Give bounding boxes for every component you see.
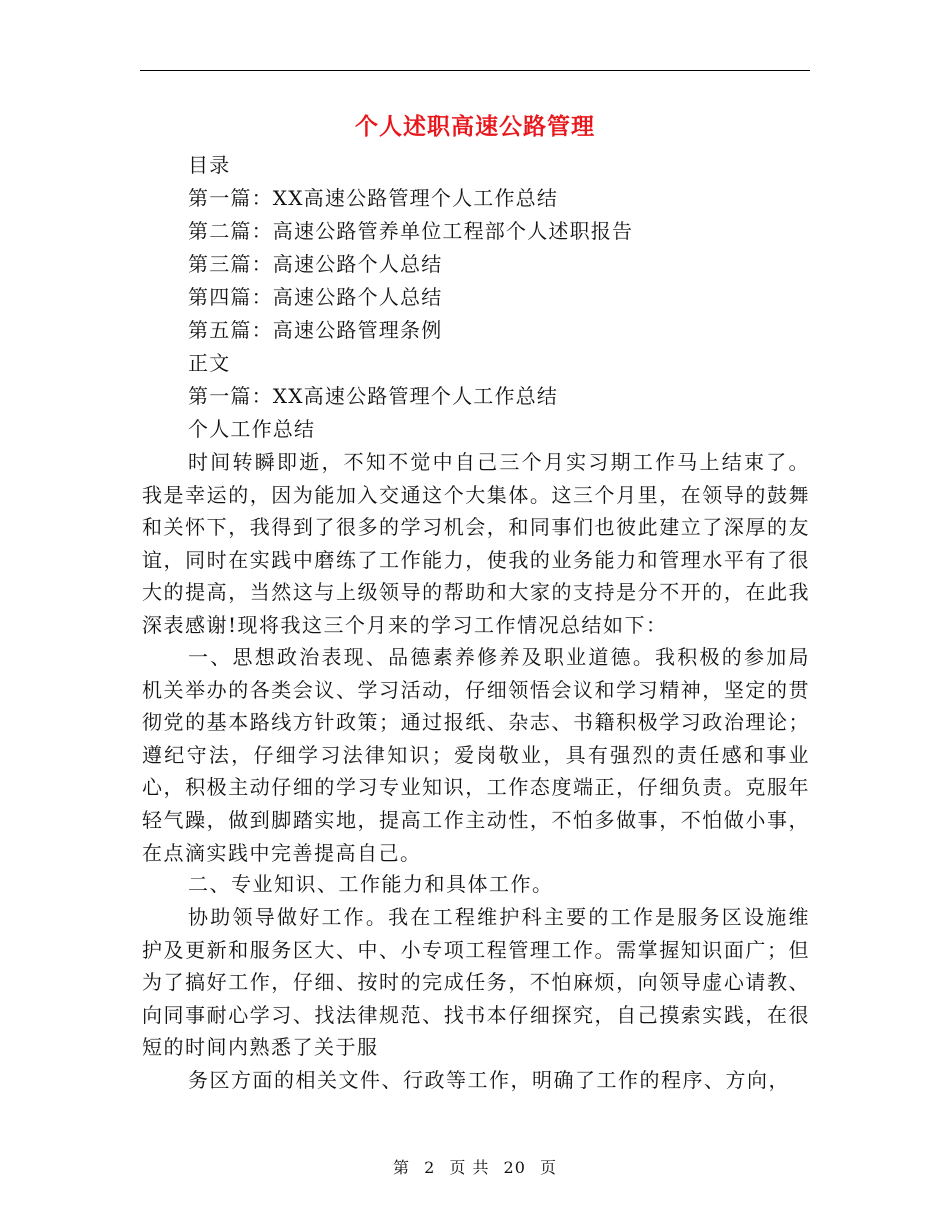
paragraph-work: 协助领导做好工作。我在工程维护科主要的工作是服务区设施维护及更新和服务区大、中、小专项工程管理工作。需掌握知识面广；但为了搞好工作，仔细、按时的完成任务，不怕麻烦，向领导虚心请教、向同事耐心学习、找法律规范、找书本仔细探究，自己摸索实践，在很短的时间内熟悉了关于服	[142, 905, 810, 1060]
paragraph-ethics: 一、思想政治表现、品德素养修养及职业道德。我积极的参加局机关举办的各类会议、学习活动，仔细领悟会议和学习精神，坚定的贯彻党的基本路线方针政策；通过报纸、杂志、书籍积极学习政治理论；遵纪守法，仔细学习法律知识；爱岗敬业，具有强烈的责任感和事业心，积极主动仔细的学习专业知识，工作态度端正，仔细负责。克服年轻气躁，做到脚踏实地，提高工作主动性，不怕多做事，不怕做小事，在点滴实践中完善提高自己。	[142, 645, 810, 865]
footer-total-pages: 20	[503, 1158, 526, 1177]
paragraph-intro: 时间转瞬即逝，不知不觉中自己三个月实习期工作马上结束了。我是幸运的，因为能加入交通这个大集体。这三个月里，在领导的鼓舞和关怀下，我得到了很多的学习机会，和同事们也彼此建立了深厚的友谊，同时在实践中磨练了工作能力，使我的业务能力和管理水平有了很大的提高，当然这与上级领导的帮助和大家的支持是分不开的，在此我深表感谢!现将我这三个月来的学习工作情况总结如下：	[142, 450, 810, 637]
document-title: 个人述职高速公路管理	[355, 113, 595, 140]
footer-middle: 页 共	[449, 1158, 490, 1177]
toc-item-1: 第一篇：XX高速公路管理个人工作总结	[188, 186, 559, 210]
header-rule	[140, 70, 810, 71]
toc-heading: 目录	[188, 153, 231, 177]
toc-item-2: 第二篇：高速公路管养单位工程部个人述职报告	[188, 219, 634, 243]
toc-item-5: 第五篇：高速公路管理条例	[188, 318, 443, 342]
footer-suffix: 页	[540, 1158, 558, 1177]
footer-prefix: 第	[392, 1158, 410, 1177]
paragraph-skills-heading: 二、专业知识、工作能力和具体工作。	[188, 872, 554, 896]
toc-item-4: 第四篇：高速公路个人总结	[188, 285, 443, 309]
paragraph-continued: 务区方面的相关文件、行政等工作，明确了工作的程序、方向，	[188, 1068, 790, 1092]
body-heading: 正文	[188, 351, 231, 375]
toc-item-3: 第三篇：高速公路个人总结	[188, 252, 443, 276]
footer-page-number: 2	[424, 1158, 436, 1177]
page-footer	[0, 1155, 950, 1178]
section-title: 第一篇：XX高速公路管理个人工作总结	[188, 384, 559, 408]
section-subtitle: 个人工作总结	[188, 417, 316, 441]
